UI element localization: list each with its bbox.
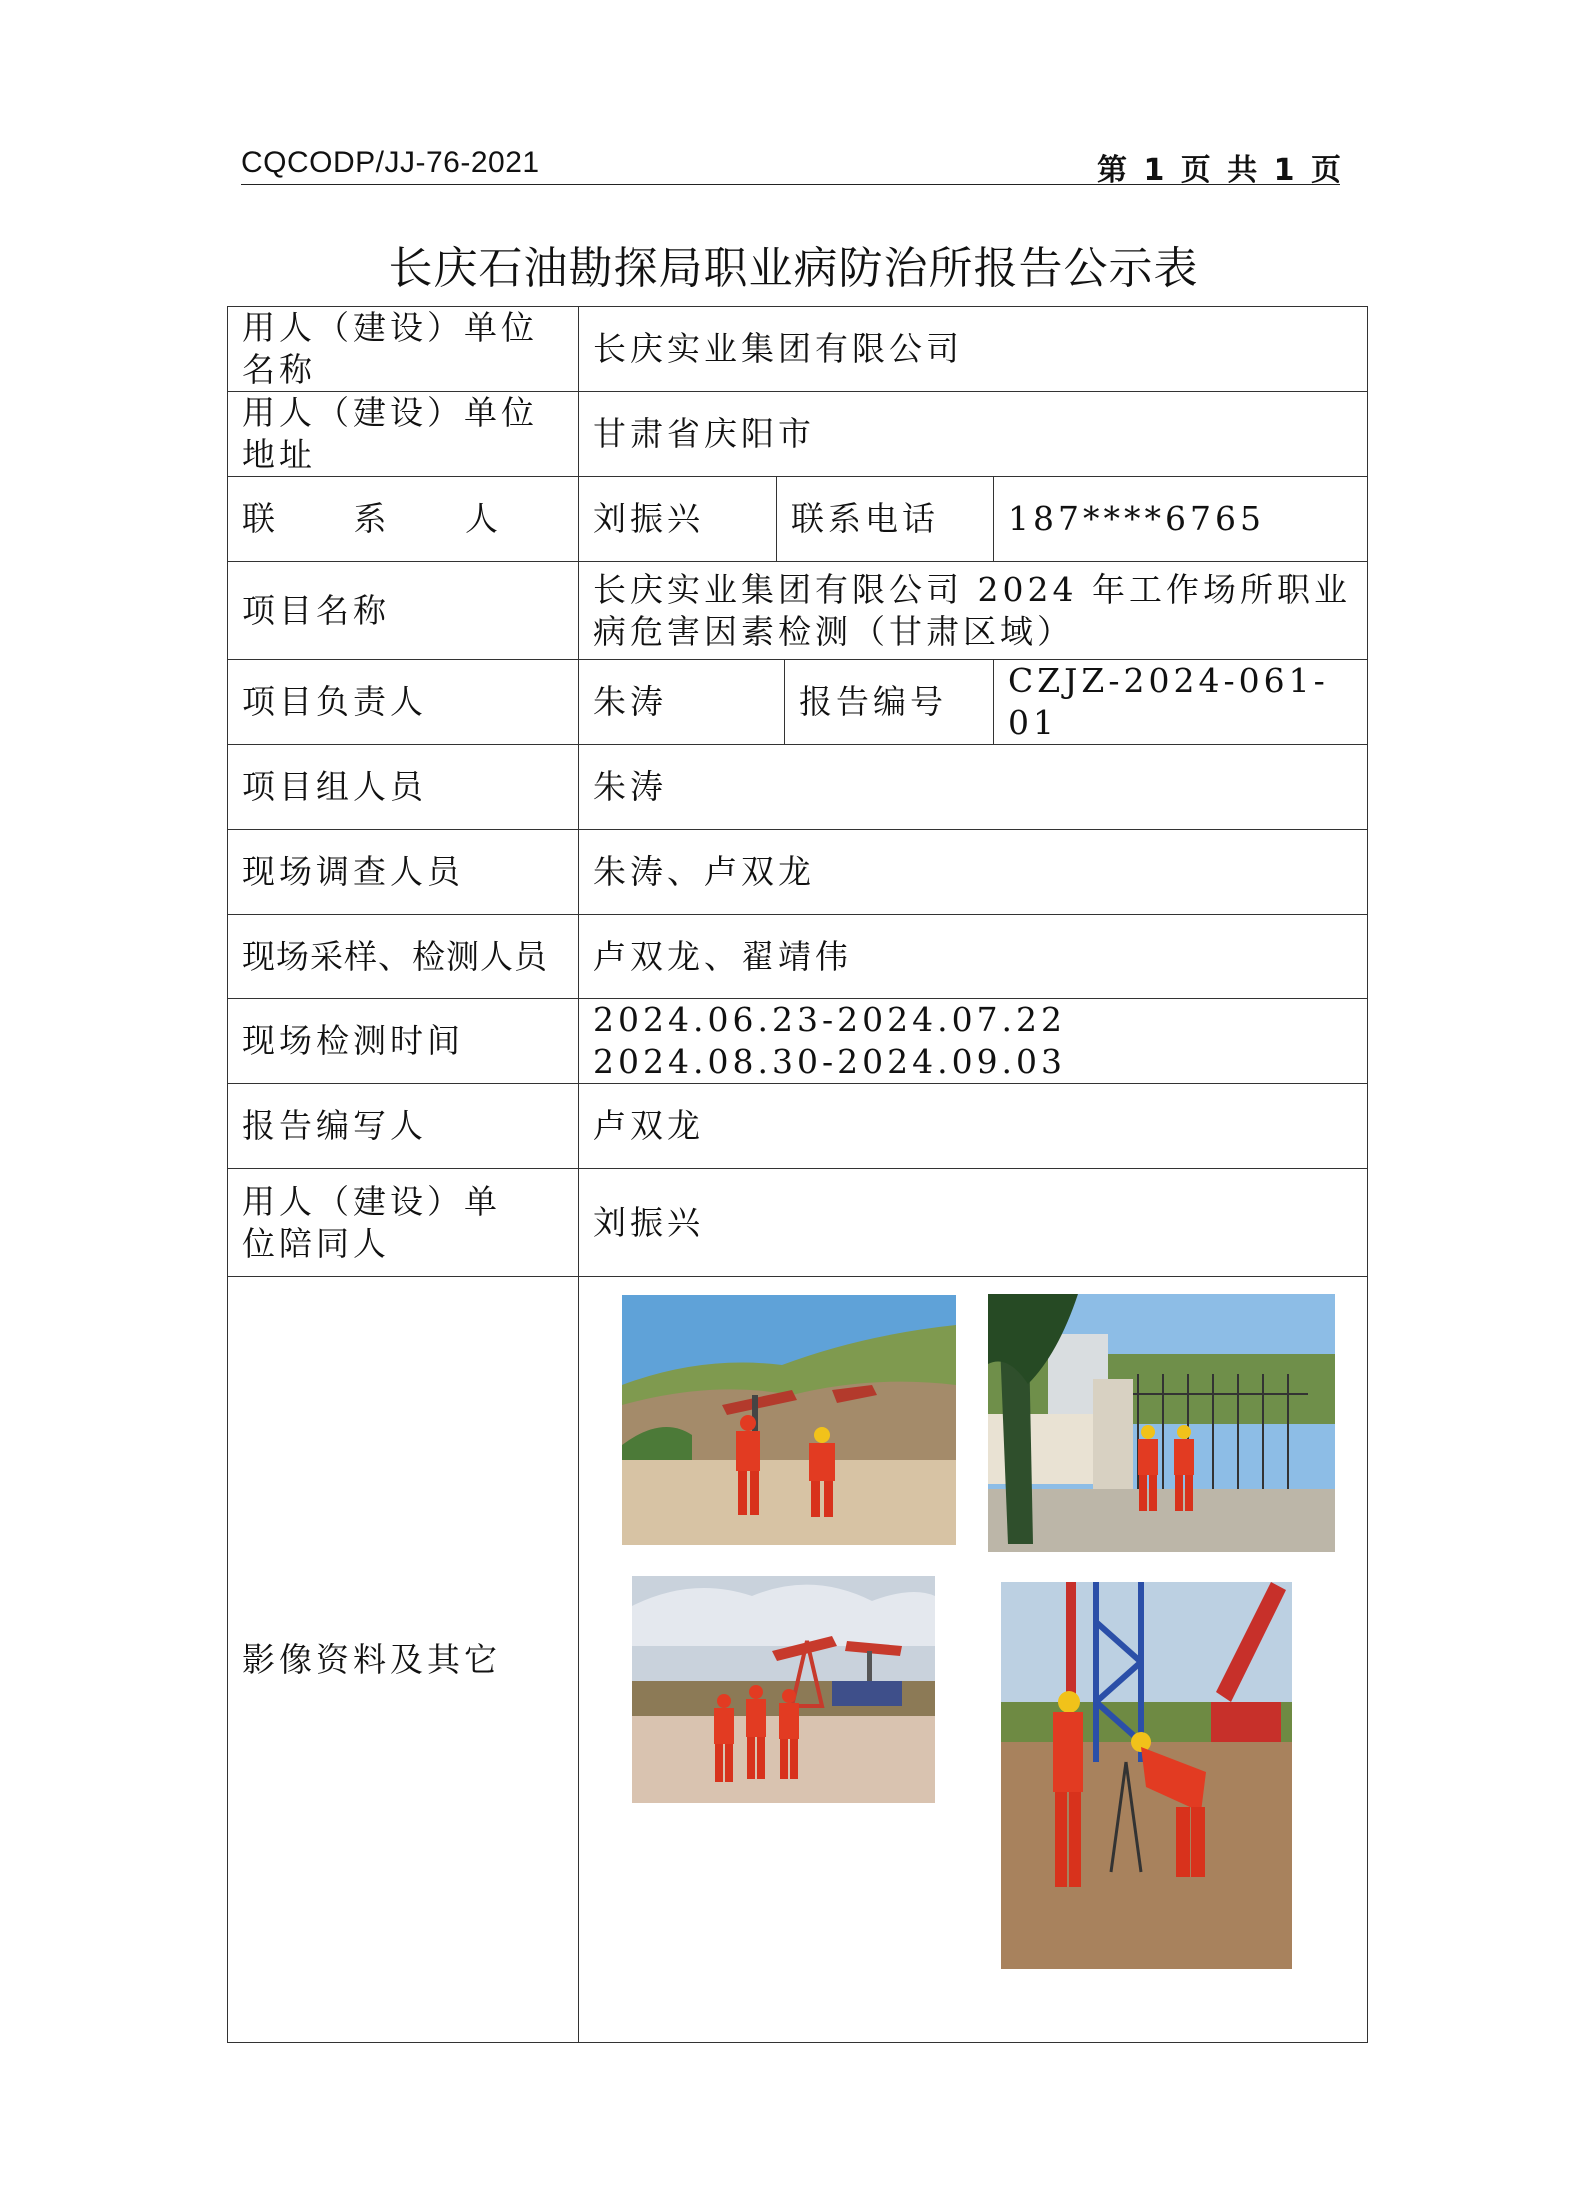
contact-label: 联 系 人: [228, 477, 579, 562]
phone-value: 187****6765: [994, 477, 1368, 562]
unit-address-value: 甘肃省庆阳市: [579, 392, 1368, 477]
test-time-value: [579, 999, 1368, 1084]
row-project-leader: [228, 660, 1368, 745]
document-code: CQCODP/JJ-76-2021: [241, 146, 540, 179]
team-members-value: 朱涛: [579, 745, 1368, 830]
images-label: 影像资料及其它: [228, 1277, 579, 2043]
site-photo-2: [988, 1294, 1335, 1552]
row-team-members: [228, 745, 1368, 830]
report-table: [227, 306, 1368, 2043]
page-title: 长庆石油勘探局职业病防治所报告公示表: [388, 243, 1199, 294]
sampling-staff-value: 卢双龙、翟靖伟: [579, 915, 1368, 999]
team-members-label: 项目组人员: [228, 745, 579, 830]
sampling-staff-label: 现场采样、检测人员: [228, 915, 579, 999]
accompany-label: 用人（建设）单位陪同人: [228, 1169, 579, 1277]
test-time-period-1: 2024.06.23-2024.07.22: [593, 1000, 1067, 1039]
row-report-writer: [228, 1084, 1368, 1169]
row-test-time: [228, 999, 1368, 1084]
report-number-label: 报告编号: [785, 660, 994, 745]
unit-address-label: 用人（建设）单位地址: [228, 392, 579, 477]
report-number-value: CZJZ-2024-061-01: [994, 660, 1368, 745]
phone-label: 联系电话: [777, 477, 994, 562]
test-time-period-2: 2024.08.30-2024.09.03: [593, 1042, 1067, 1081]
unit-name-label: 用人（建设）单位名称: [228, 307, 579, 392]
accompany-value: 刘振兴: [579, 1169, 1368, 1277]
row-images: [228, 1277, 1368, 2043]
test-time-label: 现场检测时间: [228, 999, 579, 1084]
project-leader-label: 项目负责人: [228, 660, 579, 745]
row-sampling-staff: [228, 915, 1368, 999]
contact-value: 刘振兴: [579, 477, 777, 562]
site-survey-value: 朱涛、卢双龙: [579, 830, 1368, 915]
site-photo-4: [1001, 1582, 1292, 1969]
row-contact: [228, 477, 1368, 562]
project-leader-value: 朱涛: [579, 660, 785, 745]
project-name-value: 长庆实业集团有限公司 2024 年工作场所职业病危害因素检测（甘肃区域）: [579, 562, 1368, 660]
header-rule: [241, 184, 1340, 185]
row-site-survey: [228, 830, 1368, 915]
report-writer-value: 卢双龙: [579, 1084, 1368, 1169]
row-project-name: [228, 562, 1368, 660]
site-survey-label: 现场调查人员: [228, 830, 579, 915]
site-photo-3: [632, 1576, 935, 1803]
row-unit-name: [228, 307, 1368, 392]
page-info: 第 1 页 共 1 页: [1097, 153, 1341, 188]
unit-name-value: 长庆实业集团有限公司: [579, 307, 1368, 392]
project-name-label: 项目名称: [228, 562, 579, 660]
report-writer-label: 报告编写人: [228, 1084, 579, 1169]
images-cell: [579, 1277, 1368, 2043]
site-photo-1: [622, 1295, 956, 1545]
row-accompany: [228, 1169, 1368, 1277]
row-unit-address: [228, 392, 1368, 477]
